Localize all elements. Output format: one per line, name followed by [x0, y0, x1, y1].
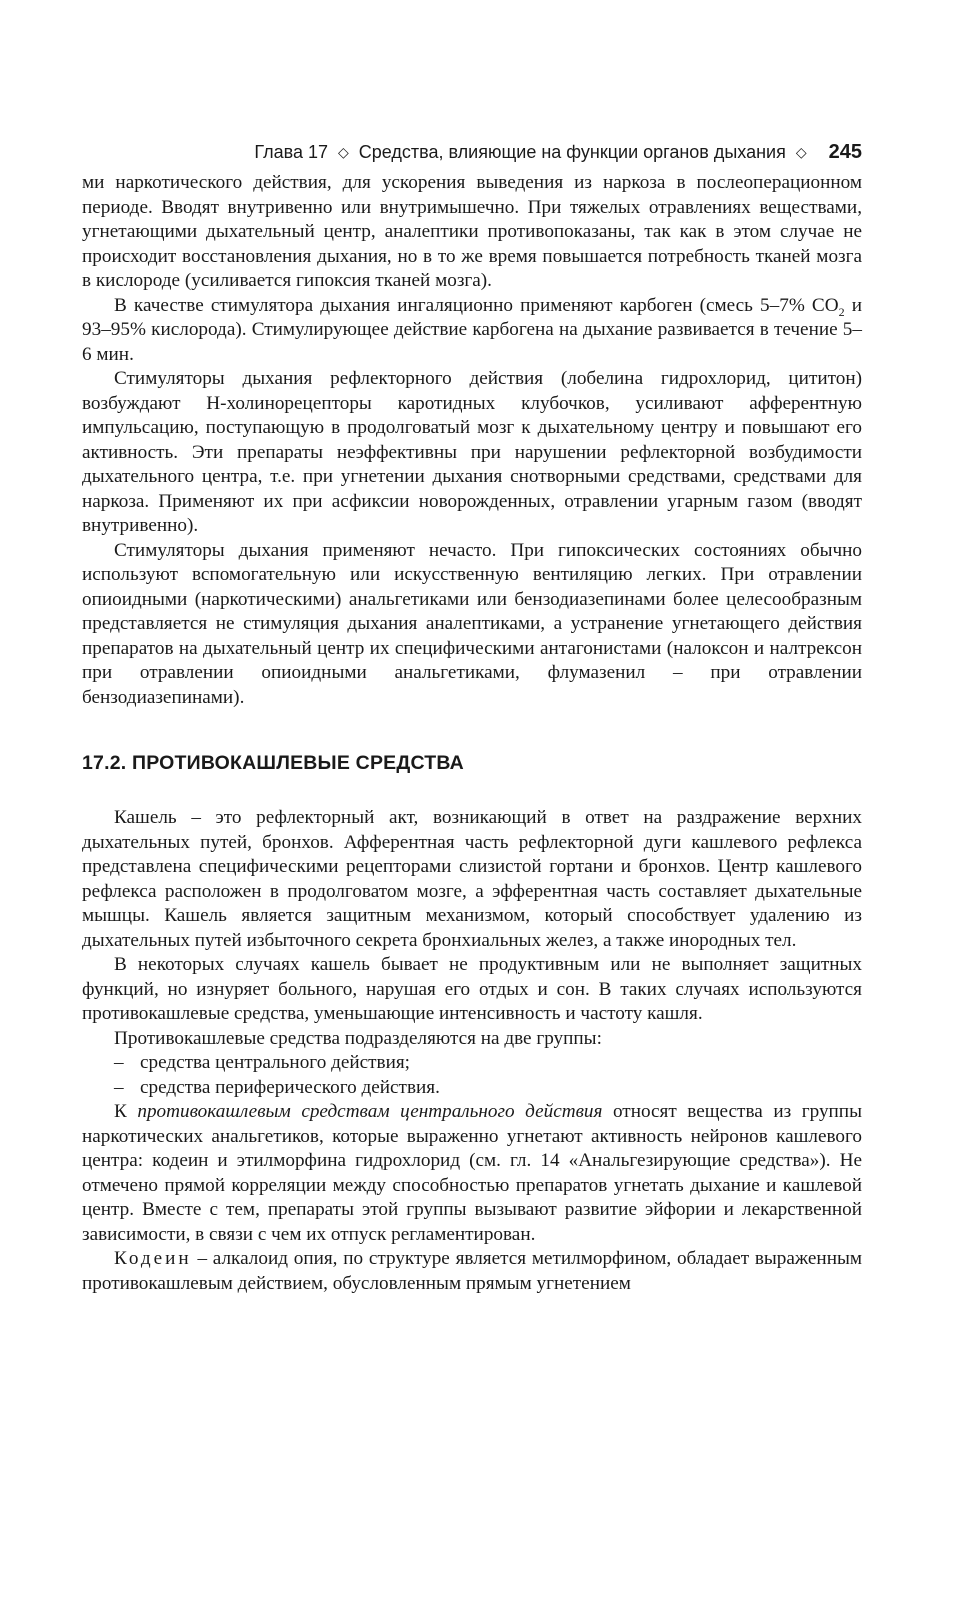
paragraph-cough-definition: Кашель – это рефлекторный акт, возникающий в ответ на раздражение верхних дыхательных путей, бронхов. Афферентная часть рефлекторной дуги кашлевого рефлекса представлена специфическими рецепторами слизистой гортани и бронхов. Центр кашлевого рефлекса расположен в продолговатом мозге, а эфферентная часть составляет дыхательные мышцы. Кашель является защитным механизмом, который способствует удалению из дыхательных путей избыточного секрета бронхиальных желез, а также инородных тел. [82, 807, 862, 951]
chapter-title: Средства, влияющие на функции органов дыхания [358, 142, 786, 162]
book-page [82, 140, 862, 1296]
spaced-term: Кодеин [114, 1248, 192, 1269]
italic-term: противокашлевым средствам центрального действия [137, 1101, 603, 1122]
page-number: 245 [828, 141, 862, 163]
paragraph-carbogen: В качестве стимулятора дыхания ингаляционно применяют карбоген (смесь 5–7% $CO_2$ и 93–95% кислорода). Стимулирующее действие карбогена на дыхание развивается в течение 5–6 мин. [82, 294, 862, 365]
paragraph-central-action: К противокашлевым средствам центрального действия относят вещества из группы наркотических анальгетиков, которые выраженно угнетают активность нейронов кашлевого центра: кодеин и этилморфина гидрохлорид (см. гл. 14 «Анальгезирующие средства»). Не отмечено прямой корреляции между способностью препаратов угнетать дыхание и кашлевой центр. Вместе с тем, препараты этой группы вызывают развитие эйфории и лекарственной зависимости, в связи с чем их отпуск регламентирован. [82, 1101, 862, 1245]
paragraph-groups-intro: Противокашлевые средства подразделяются на две группы: [114, 1027, 602, 1049]
paragraph-cough-cases: В некоторых случаях кашель бывает не продуктивным или не выполняет защитных функций, но изнуряет больного, нарушая его отдых и сон. В таких случаях используются противокашлевые средства, уменьшающие интенсивность и частоту кашля. [82, 954, 862, 1024]
paragraph-stimulants-usage: Стимуляторы дыхания применяют нечасто. При гипоксических состояниях обычно используют вспомогательную или искусственную вентиляцию легких. При отравлении опиоидными (наркотическими) анальгетиками или бензодиазепинами более целесообразным представляется не стимуляция дыхания аналептиками, а устранение угнетающего действия препаратов на дыхательный центр их специфическими антагонистами (налоксон и налтрексон при отравлении опиоидными анальгетиками, флумазенил – при отравлении бензодиазепинами). [82, 539, 862, 708]
chapter-label: Глава 17 [254, 142, 328, 162]
body-text [82, 171, 862, 1296]
section-heading: 17.2. ПРОТИВОКАШЛЕВЫЕ СРЕДСТВА [82, 752, 464, 774]
diamond-separator-icon: ◇ [337, 144, 349, 160]
paragraph-continuation: ми наркотического действия, для ускорения выведения из наркоза в послеоперационном периоде. Вводят внутривенно или внутримышечно. При тяжелых отравлениях веществами, угнетающими дыхательный центр, аналептики противопоказаны, так как в этом случае не происходит восстановления дыхания, но в то же время повышается потребность тканей мозга в кислороде (усиливается гипоксия тканей мозга). [82, 172, 862, 291]
list-item: – средства центрального действия; [114, 1052, 411, 1073]
running-header [82, 140, 862, 165]
list-item: – средства периферического действия. [114, 1076, 440, 1098]
paragraph-codeine: Кодеин – алкалоид опия, по структуре является метилморфином, обладает выраженным противокашлевым действием, обусловленным прямым угнетением [82, 1248, 862, 1294]
groups-list [82, 1051, 862, 1100]
diamond-separator-icon: ◇ [795, 144, 807, 160]
paragraph-reflex-stimulants: Стимуляторы дыхания рефлекторного действия (лобелина гидрохлорид, цититон) возбуждают Н-холинорецепторы каротидных клубочков, усиливают афферентную импульсацию, поступающую в продолговатый мозг к дыхательному центру и повышают его активность. Эти препараты неэффективны при нарушении рефлекторной возбудимости дыхательного центра, т.е. при угнетении дыхания снотворными средствами, средствами для наркоза. Применяют их при асфиксии новорожденных, отравлении угарным газом (вводят внутривенно). [82, 368, 862, 536]
